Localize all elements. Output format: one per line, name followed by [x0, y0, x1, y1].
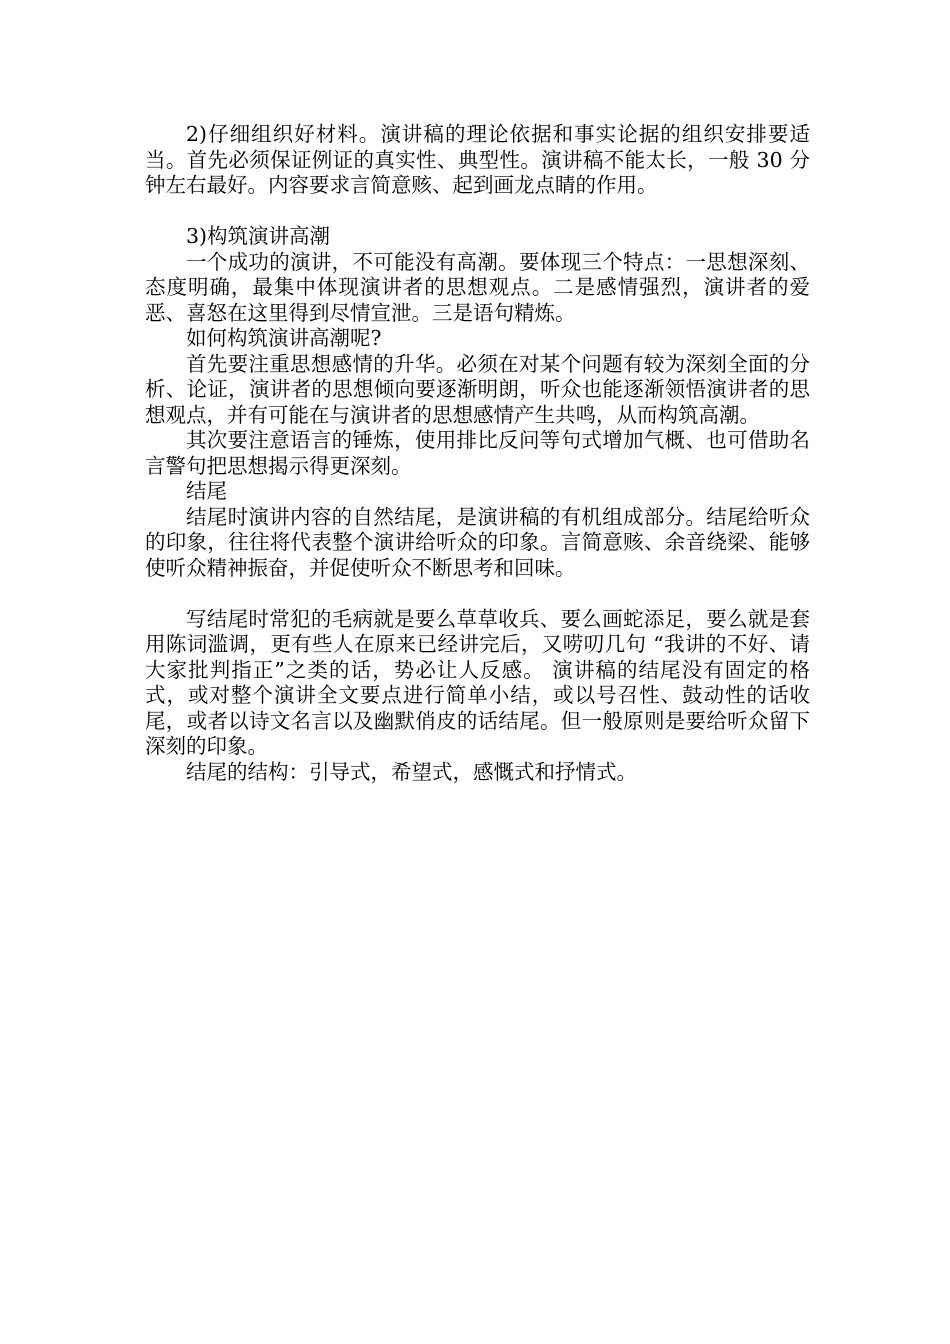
paragraph-climax-second: 其次要注意语言的锤炼，使用排比反问等句式增加气概、也可借助名言警句把思想揭示得更深刻。 — [145, 428, 810, 478]
paragraph-climax-features: 一个成功的演讲，不可能没有高潮。要体现三个特点：一思想深刻、态度明确，最集中体现演讲者的思想观点。二是感情强烈，演讲者的爱恶、喜怒在这里得到尽情宣泄。三是语句精炼。 — [145, 249, 810, 325]
paragraph-ending-mistakes: 写结尾时常犯的毛病就是要么草草收兵、要么画蛇添足，要么就是套用陈词滥调，更有些人在原来已经讲完后，又唠叨几句 “我讲的不好、请大家批判指正”之类的话，势必让人反感。 演讲稿的结尾没有固定的格式，或对整个演讲全文要点进行简单小结，或以号召性、鼓动性的话收尾，或者以诗文名言以及幽默俏皮的话结尾。但一般原则是要给听众留下深刻的印象。 — [145, 606, 810, 758]
paragraph-ending-nature: 结尾时演讲内容的自然结尾，是演讲稿的有机组成部分。结尾给听众的印象，往往将代表整个演讲给听众的印象。言简意赅、余音绕梁、能够使听众精神振奋，并促使听众不断思考和回味。 — [145, 504, 810, 580]
paragraph-spacer — [145, 581, 810, 607]
paragraph-organize-material: 2)仔细组织好材料。演讲稿的理论依据和事实论据的组织安排要适当。首先必须保证例证的真实性、典型性。演讲稿不能太长，一般 30 分钟左右最好。内容要求言简意赅、起到画龙点睛的作用。 — [145, 122, 810, 197]
paragraph-climax-first: 首先要注重思想感情的升华。必须在对某个问题有较为深刻全面的分析、论证，演讲者的思想倾向要逐渐明朗，听众也能逐渐领悟演讲者的思想观点，并有可能在与演讲者的思想感情产生共鸣，从而构筑高潮。 — [145, 351, 810, 427]
paragraph-climax-question: 如何构筑演讲高潮呢? — [186, 326, 382, 350]
document-body — [145, 122, 810, 785]
paragraph-ending-structure: 结尾的结构：引导式，希望式，感慨式和抒情式。 — [186, 759, 637, 784]
paragraph-spacer — [145, 199, 810, 225]
section-heading-climax: 3)构筑演讲高潮 — [186, 224, 331, 248]
section-heading-ending: 结尾 — [186, 479, 227, 503]
